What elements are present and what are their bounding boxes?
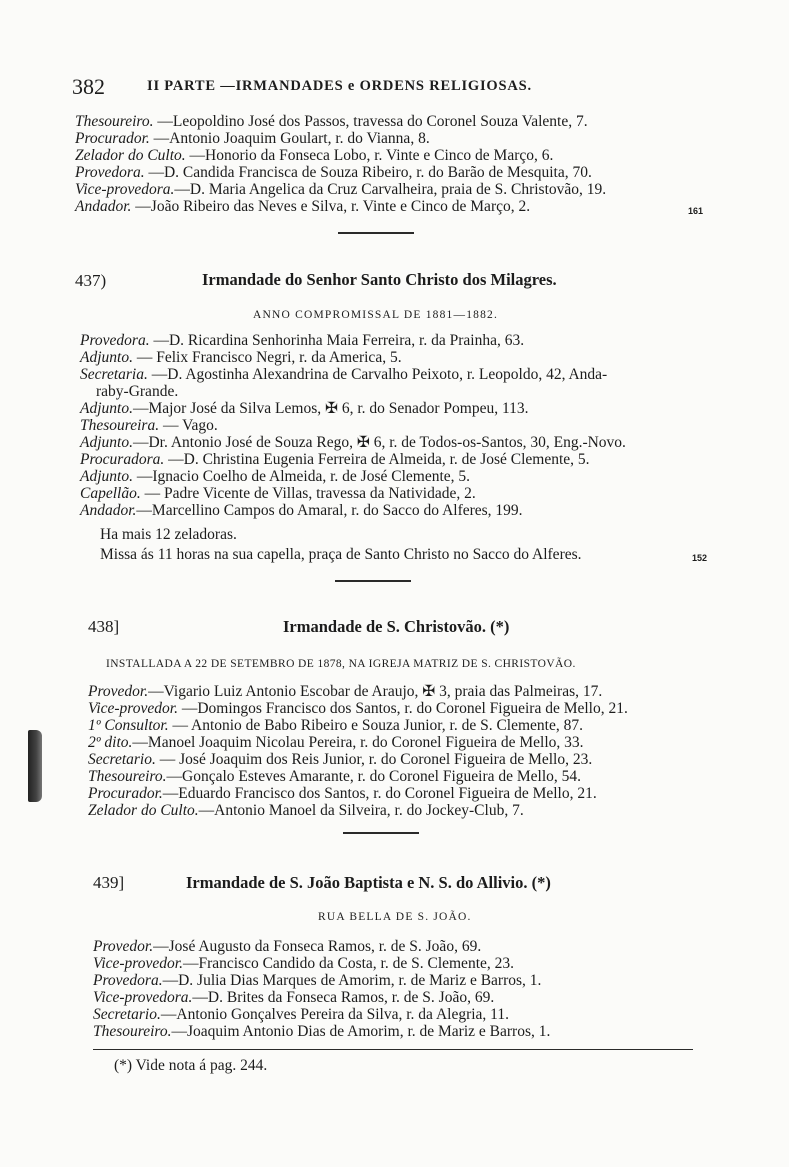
officer-entry: Vice-provedora.—D. Brites da Fonseca Ramos, r. de S. João, 69. bbox=[93, 989, 495, 1006]
section-divider bbox=[335, 580, 411, 582]
section-number: 437) bbox=[75, 271, 107, 290]
officer-entry: Vice-provedora.—D. Maria Angelica da Cruz Carvalheira, praia de S. Christovão, 19. bbox=[75, 181, 607, 198]
officer-entry: Adjunto. —Ignacio Coelho de Almeida, r. de José Clemente, 5. bbox=[80, 468, 471, 485]
officer-entry: Procurador.—Eduardo Francisco dos Santos, r. do Coronel Figueira de Mello, 21. bbox=[88, 785, 597, 802]
officer-entry: Secretario.—Antonio Gonçalves Pereira da Silva, r. da Alegria, 11. bbox=[93, 1006, 509, 1023]
section-title: Irmandade de S. João Baptista e N. S. do Allivio. (*) bbox=[186, 873, 551, 892]
officer-entry: Andador. —João Ribeiro das Neves e Silva, r. Vinte e Cinco de Março, 2. bbox=[75, 198, 531, 215]
page-number: 382 bbox=[72, 74, 105, 99]
officer-entry: 2º dito.—Manoel Joaquim Nicolau Pereira, r. do Coronel Figueira de Mello, 33. bbox=[88, 734, 584, 751]
section-number: 438] bbox=[88, 617, 120, 636]
officer-entry: Thesoureiro.—Joaquim Antonio Dias de Amorim, r. de Mariz e Barros, 1. bbox=[93, 1023, 551, 1040]
officer-entry: Secretaria. —D. Agostinha Alexandrina de Carvalho Peixoto, r. Leopoldo, 42, Anda- bbox=[80, 366, 608, 383]
section-divider bbox=[338, 232, 414, 234]
running-title: II PARTE —IRMANDADES e ORDENS RELIGIOSAS. bbox=[147, 78, 532, 94]
officer-entry: Procuradora. —D. Christina Eugenia Ferreira de Almeida, r. de José Clemente, 5. bbox=[80, 451, 590, 468]
section-title: Irmandade do Senhor Santo Christo dos Milagres. bbox=[202, 270, 557, 289]
officer-entry: Vice-provedor.—Francisco Candido da Costa, r. de S. Clemente, 23. bbox=[93, 955, 515, 972]
officer-entry: Zelador do Culto.—Antonio Manoel da Silveira, r. do Jockey-Club, 7. bbox=[88, 802, 524, 819]
officer-entry: Vice-provedor. —Domingos Francisco dos Santos, r. do Coronel Figueira de Mello, 21. bbox=[88, 700, 628, 717]
section-number: 439] bbox=[93, 873, 125, 892]
footnote: (*) Vide nota á pag. 244. bbox=[114, 1057, 268, 1074]
officer-entry: Adjunto.—Major José da Silva Lemos, ✠ 6, r. do Senador Pompeu, 113. bbox=[80, 400, 529, 417]
section-subtitle: INSTALLADA A 22 DE SETEMBRO DE 1878, NA IGREJA MATRIZ DE S. CHRISTOVÃO. bbox=[106, 658, 576, 670]
officer-entry: Andador.—Marcellino Campos do Amaral, r. do Sacco do Alferes, 199. bbox=[80, 502, 523, 519]
officer-entry: Procurador. —Antonio Joaquim Goulart, r. do Vianna, 8. bbox=[75, 130, 430, 147]
officer-entry: Adjunto.—Dr. Antonio José de Souza Rego, ✠ 6, r. de Todos-os-Santos, 30, Eng.-Novo. bbox=[80, 434, 626, 451]
officer-entry: Zelador do Culto. —Honorio da Fonseca Lobo, r. Vinte e Cinco de Março, 6. bbox=[75, 147, 554, 164]
section-divider bbox=[343, 832, 419, 834]
officer-entry: Capellão. — Padre Vicente de Villas, travessa da Natividade, 2. bbox=[80, 485, 476, 502]
officer-entry: Provedor.—Vigario Luiz Antonio Escobar de Araujo, ✠ 3, praia das Palmeiras, 17. bbox=[88, 683, 603, 700]
officer-entry: Thesoureiro. —Leopoldino José dos Passos, travessa do Coronel Souza Valente, 7. bbox=[75, 113, 588, 130]
officer-entry: 1º Consultor. — Antonio de Babo Ribeiro e Souza Junior, r. de S. Clemente, 87. bbox=[88, 717, 583, 734]
section-title: Irmandade de S. Christovão. (*) bbox=[283, 617, 510, 636]
officer-entry: Provedora. —D. Candida Francisca de Souza Ribeiro, r. do Barão de Mesquita, 70. bbox=[75, 164, 592, 181]
section-subtitle: RUA BELLA DE S. JOÃO. bbox=[318, 911, 472, 923]
page-edge-stain bbox=[28, 730, 42, 802]
officer-entry: Thesoureiro.—Gonçalo Esteves Amarante, r. do Coronel Figueira de Mello, 54. bbox=[88, 768, 582, 785]
section-subtitle: ANNO COMPROMISSAL DE 1881—1882. bbox=[253, 309, 499, 321]
officer-entry: Adjunto. — Felix Francisco Negri, r. da America, 5. bbox=[80, 349, 402, 366]
page-header bbox=[72, 74, 712, 104]
officer-entry: Provedora. —D. Ricardina Senhorinha Maia Ferreira, r. da Prainha, 63. bbox=[80, 332, 525, 349]
section-note: Missa ás 11 horas na sua capella, praça de Santo Christo no Sacco do Alferes. bbox=[100, 546, 582, 563]
officer-entry: Thesoureira. — Vago. bbox=[80, 417, 218, 434]
margin-note: 152 bbox=[692, 553, 708, 563]
section-note: Ha mais 12 zeladoras. bbox=[100, 526, 237, 543]
officer-entry: Provedora.—D. Julia Dias Marques de Amorim, r. de Mariz e Barros, 1. bbox=[93, 972, 542, 989]
officer-entry: Provedor.—José Augusto da Fonseca Ramos, r. de S. João, 69. bbox=[93, 938, 482, 955]
margin-note: 161 bbox=[688, 206, 704, 216]
officer-entry: Secretario. — José Joaquim dos Reis Junior, r. do Coronel Figueira de Mello, 23. bbox=[88, 751, 593, 768]
footnote-rule bbox=[93, 1049, 693, 1050]
officer-entry-continuation: raby-Grande. bbox=[96, 383, 179, 400]
